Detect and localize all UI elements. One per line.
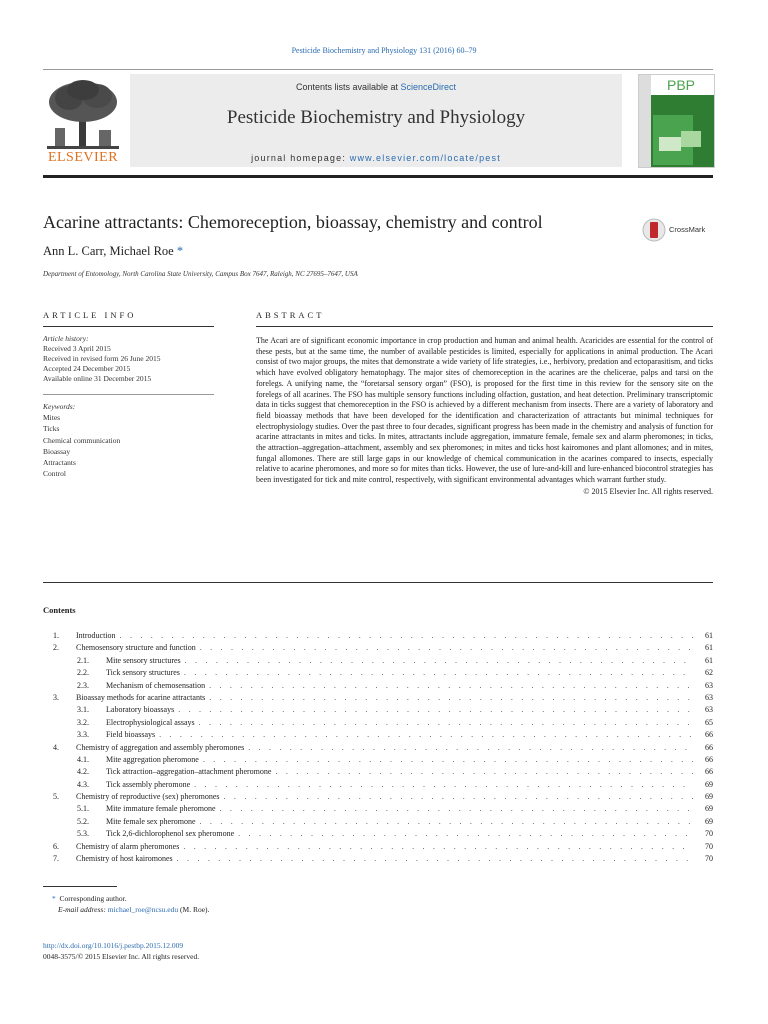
toc-page: 70 bbox=[705, 854, 713, 864]
keyword: Control bbox=[43, 469, 66, 479]
toc-row[interactable] bbox=[43, 693, 713, 705]
doi-link[interactable]: http://dx.doi.org/10.1016/j.pestbp.2015.12.009 bbox=[43, 941, 184, 950]
toc-leader-dots bbox=[177, 854, 693, 863]
affiliation: Department of Entomology, North Carolina State University, Campus Box 7647, Raleigh, NC 27695–7647, USA bbox=[43, 270, 358, 278]
toc-row[interactable] bbox=[43, 718, 713, 730]
table-of-contents bbox=[43, 631, 713, 866]
keyword: Bioassay bbox=[43, 446, 71, 456]
article-title: Acarine attractants: Chemoreception, bioassay, chemistry and control bbox=[43, 212, 543, 232]
toc-page: 70 bbox=[705, 841, 713, 851]
article-history bbox=[43, 334, 214, 384]
issn-copyright: 0048-3575/© 2015 Elsevier Inc. All rights reserved. bbox=[43, 952, 200, 961]
toc-title[interactable]: Electrophysiological assays bbox=[106, 717, 195, 727]
journal-title: Pesticide Biochemistry and Physiology bbox=[226, 107, 526, 128]
toc-number: 6. bbox=[53, 841, 59, 851]
toc-leader-dots bbox=[209, 681, 693, 690]
toc-row[interactable] bbox=[43, 842, 713, 854]
toc-number: 3. bbox=[53, 692, 59, 702]
toc-page: 66 bbox=[705, 754, 713, 764]
toc-row[interactable] bbox=[43, 792, 713, 804]
history-item: Received 3 April 2015 bbox=[43, 344, 111, 353]
toc-title[interactable]: Chemistry of aggregation and assembly pheromones bbox=[76, 742, 245, 752]
toc-number: 4. bbox=[53, 742, 59, 752]
toc-number: 5.2. bbox=[77, 816, 89, 826]
toc-page: 69 bbox=[705, 804, 713, 814]
toc-number: 3.2. bbox=[77, 717, 89, 727]
abstract-copyright: © 2015 Elsevier Inc. All rights reserved. bbox=[583, 486, 713, 496]
toc-title[interactable]: Chemistry of alarm pheromones bbox=[76, 841, 180, 851]
top-divider bbox=[43, 69, 713, 70]
footnote bbox=[52, 893, 209, 915]
toc-number: 1. bbox=[53, 631, 59, 640]
abstract-bottom-rule bbox=[43, 582, 713, 583]
toc-row[interactable] bbox=[43, 643, 713, 655]
toc-leader-dots bbox=[200, 817, 693, 826]
toc-page: 70 bbox=[705, 829, 713, 839]
cover-abbrev: PBP bbox=[667, 77, 696, 93]
toc-row[interactable] bbox=[43, 730, 713, 742]
toc-row[interactable] bbox=[43, 829, 713, 841]
author-names: Ann L. Carr, Michael Roe bbox=[43, 244, 174, 258]
history-item: Received in revised form 26 June 2015 bbox=[43, 354, 161, 363]
toc-leader-dots bbox=[178, 705, 693, 714]
toc-title[interactable]: Tick sensory structures bbox=[106, 668, 180, 678]
footnote-rule bbox=[43, 886, 117, 887]
toc-number: 2. bbox=[53, 643, 59, 653]
header-divider bbox=[43, 175, 713, 178]
toc-leader-dots bbox=[203, 755, 693, 764]
toc-leader-dots bbox=[238, 829, 693, 838]
toc-leader-dots bbox=[209, 693, 693, 702]
email-label: E-mail address: bbox=[58, 905, 108, 914]
homepage-label: journal homepage: bbox=[251, 153, 350, 163]
toc-row[interactable] bbox=[43, 668, 713, 680]
keyword: Chemical communication bbox=[43, 435, 121, 445]
toc-page: 69 bbox=[705, 779, 713, 789]
footnote-label: Corresponding author. bbox=[59, 894, 127, 903]
toc-page: 63 bbox=[705, 692, 713, 702]
toc-number: 4.3. bbox=[77, 779, 89, 789]
toc-leader-dots bbox=[200, 643, 693, 652]
toc-page: 61 bbox=[705, 643, 713, 653]
toc-number: 5.3. bbox=[77, 829, 89, 839]
toc-number: 5.1. bbox=[77, 804, 89, 814]
corresponding-author-mark[interactable]: * bbox=[176, 244, 184, 258]
toc-number: 2.2. bbox=[77, 668, 89, 678]
toc-title[interactable]: Chemistry of reproductive (sex) pheromones bbox=[76, 792, 220, 802]
toc-title[interactable]: Laboratory bioassays bbox=[106, 705, 175, 715]
toc-number: 4.1. bbox=[77, 754, 89, 764]
keyword: Attractants bbox=[43, 458, 76, 468]
toc-page: 63 bbox=[705, 705, 713, 715]
toc-page: 61 bbox=[705, 655, 713, 665]
toc-leader-dots bbox=[220, 804, 693, 813]
authors bbox=[43, 244, 183, 259]
toc-page: 66 bbox=[705, 767, 713, 777]
keywords bbox=[43, 401, 214, 479]
toc-number: 4.2. bbox=[77, 767, 89, 777]
toc-row[interactable] bbox=[43, 817, 713, 829]
toc-row[interactable] bbox=[43, 705, 713, 717]
author-email-link[interactable]: michael_roe@ncsu.edu bbox=[107, 905, 179, 914]
crossmark-icon bbox=[642, 216, 666, 244]
toc-leader-dots bbox=[224, 792, 693, 801]
toc-title[interactable]: Chemistry of host kairomones bbox=[76, 854, 173, 864]
toc-leader-dots bbox=[185, 656, 693, 665]
toc-leader-dots bbox=[248, 743, 693, 752]
publisher-wordmark: ELSEVIER bbox=[47, 150, 119, 165]
toc-leader-dots bbox=[194, 780, 693, 789]
toc-number: 7. bbox=[53, 854, 59, 864]
toc-leader-dots bbox=[183, 842, 693, 851]
toc-title[interactable]: Mechanism of chemosensation bbox=[106, 680, 206, 690]
toc-title[interactable]: Tick 2,6-dichlorophenol sex pheromone bbox=[106, 829, 235, 839]
history-label: Article history: bbox=[43, 334, 89, 343]
toc-page: 66 bbox=[705, 730, 713, 740]
toc-page: 62 bbox=[705, 668, 713, 678]
toc-title[interactable]: Mite immature female pheromone bbox=[106, 804, 216, 814]
contents-available-text: Contents lists available at bbox=[295, 82, 401, 92]
toc-title[interactable]: Mite female sex pheromone bbox=[106, 816, 196, 826]
toc-row[interactable] bbox=[43, 743, 713, 755]
keyword: Mites bbox=[43, 413, 61, 423]
history-item: Available online 31 December 2015 bbox=[43, 374, 152, 383]
toc-row[interactable] bbox=[43, 804, 713, 816]
doi-block bbox=[43, 940, 199, 962]
toc-page: 65 bbox=[705, 717, 713, 727]
toc-row[interactable] bbox=[43, 780, 713, 792]
toc-leader-dots bbox=[199, 718, 693, 727]
toc-title[interactable]: Tick assembly pheromone bbox=[106, 779, 191, 789]
toc-row[interactable] bbox=[43, 854, 713, 866]
toc-page: 63 bbox=[705, 680, 713, 690]
toc-number: 2.3. bbox=[77, 680, 89, 690]
abstract-rule bbox=[256, 326, 713, 327]
toc-row[interactable] bbox=[43, 681, 713, 693]
toc-page: 69 bbox=[705, 816, 713, 826]
toc-number: 2.1. bbox=[77, 655, 89, 665]
history-item: Accepted 24 December 2015 bbox=[43, 364, 131, 373]
crossmark-label: CrossMark bbox=[669, 225, 706, 234]
toc-leader-dots bbox=[184, 668, 693, 677]
email-suffix: (M. Roe). bbox=[178, 905, 210, 914]
keyword: Ticks bbox=[43, 424, 60, 434]
contents-heading: Contents bbox=[43, 605, 76, 615]
toc-number: 3.1. bbox=[77, 705, 89, 715]
journal-homepage bbox=[130, 153, 622, 163]
keywords-rule bbox=[43, 394, 214, 395]
toc-title[interactable]: Tick attraction–aggregation–attachment pheromone bbox=[106, 767, 272, 777]
toc-row[interactable] bbox=[43, 631, 713, 643]
abstract bbox=[256, 336, 713, 498]
toc-page: 69 bbox=[705, 792, 713, 802]
journal-reference[interactable]: Pesticide Biochemistry and Physiology 131 (2016) 60–79 bbox=[291, 46, 477, 55]
toc-number: 3.3. bbox=[77, 730, 89, 740]
sciencedirect-link[interactable]: ScienceDirect bbox=[400, 82, 457, 92]
toc-title[interactable]: Chemosensory structure and function bbox=[76, 643, 196, 653]
toc-row[interactable] bbox=[43, 755, 713, 767]
keywords-label: Keywords: bbox=[43, 402, 76, 411]
toc-title[interactable]: Mite aggregation pheromone bbox=[106, 754, 199, 764]
toc-leader-dots bbox=[275, 767, 693, 776]
toc-title[interactable]: Introduction bbox=[76, 631, 116, 640]
abstract-heading: ABSTRACT bbox=[256, 310, 325, 320]
toc-title[interactable]: Field bioassays bbox=[106, 730, 156, 740]
toc-title[interactable]: Mite sensory structures bbox=[106, 655, 181, 665]
toc-row[interactable] bbox=[43, 767, 713, 779]
footnote-mark: * bbox=[52, 894, 56, 903]
toc-leader-dots bbox=[120, 631, 693, 640]
homepage-link[interactable]: www.elsevier.com/locate/pest bbox=[349, 153, 501, 163]
article-info-heading: ARTICLE INFO bbox=[43, 310, 137, 320]
journal-cover-thumbnail[interactable] bbox=[638, 74, 715, 168]
article-info-rule bbox=[43, 326, 214, 327]
crossmark-badge[interactable] bbox=[642, 216, 722, 244]
toc-row[interactable] bbox=[43, 656, 713, 668]
toc-number: 5. bbox=[53, 792, 59, 802]
toc-page: 61 bbox=[705, 631, 713, 640]
contents-available bbox=[130, 82, 622, 92]
toc-page: 66 bbox=[705, 742, 713, 752]
toc-title[interactable]: Bioassay methods for acarine attractants bbox=[76, 692, 206, 702]
abstract-text: The Acari are of significant economic importance in crop production and human and animal health. Acaricides are essential for the control of these pests, but at the same time, the number of available pesticides is limited, especially for applications in animal production. The Acari consist of two major groups, the mites that demonstrate a wide variety of life strategies, i.e., herbivory, predation and ectoparasitism, and ticks which have evolved obligatory hematophagy. The major sites of chemoreception in the acarines are the chelicerae, palps and tarsi on the forelegs. A unifying name, the “foretarsal sensory organ” (FSO), is proposed for the first time in this review for the sensory site on the forelegs of all acarines. The FSO has multiple sensory functions including olfaction, gustation, and heat detection. Preliminary transcriptomic data in ticks suggest that chemoreception in the FSO is achieved by a different mechanism from insects. There are a variety of laboratory and field bioassay methods that have been developed for the identification and characterization of attractants but minimal techniques for electrophysiology studies. Over the past three to four decades, significant progress has been made in the chemistry and analysis of function for acarine attractants in mites and ticks. In mites, attractants include aggregation, immature female, female sex and alarm pheromones; in ticks, the attraction–aggregation–attachment, assembly and sex pheromones; in mites and ticks host kairomones and plant allomones; and in mites, fungal allomones. There are still large gaps in our knowledge of chemical communication in the acarines compared to insects, especially relative to acarine pheromones, and more so for mites than ticks. However, the use of lure-and-kill and lure-enhanced biocontrol strategies has been investigated for tick and mite control, respectively, with significant environmental advantages which warrant further study. bbox=[256, 336, 713, 485]
toc-leader-dots bbox=[159, 730, 693, 739]
